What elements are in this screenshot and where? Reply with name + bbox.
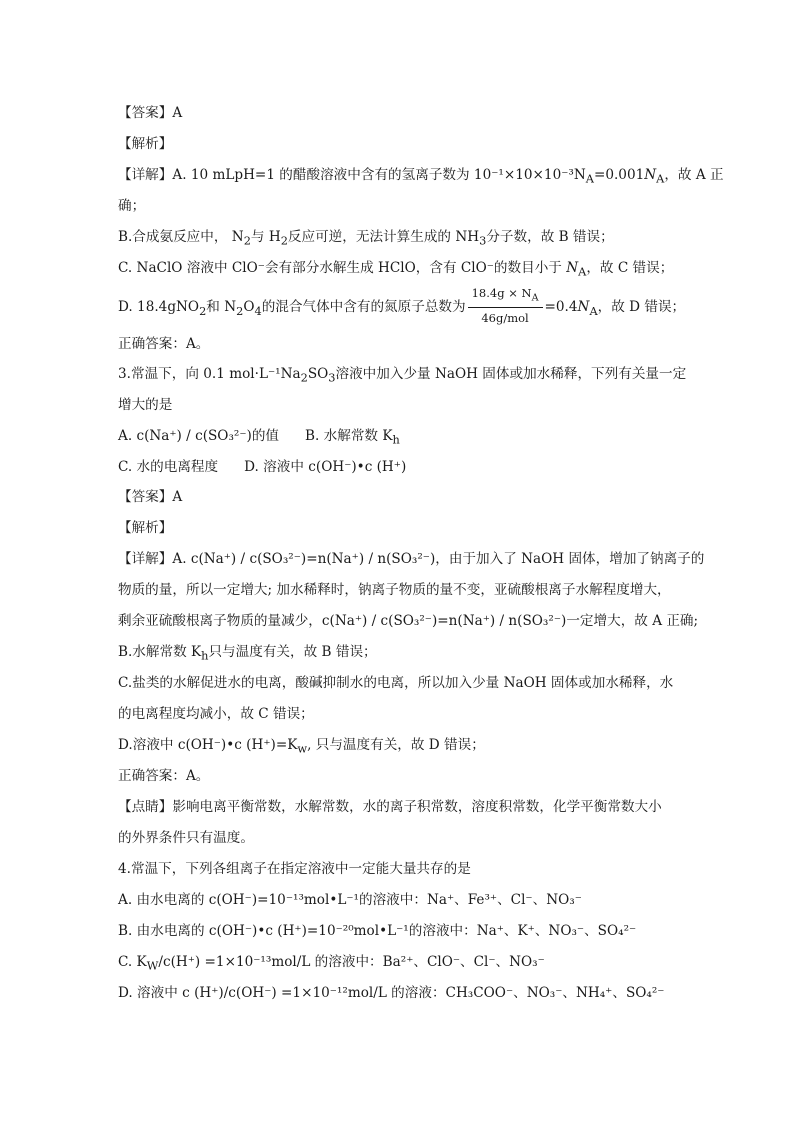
option-c-analysis: C. NaClO 溶液中 ClO⁻会有部分水解生成 HClO，含有 ClO⁻的数目小于 $N_A$，故 C 错误； bbox=[118, 260, 674, 279]
detail-line-1: 【详解】A. c(Na⁺) / c(SO₃²⁻)=n(Na⁺) / n(SO₃²⁻)，由于加入了 NaOH 固体，增加了钠离子的 bbox=[118, 551, 705, 567]
detail-a-continuation: 确； bbox=[118, 198, 146, 214]
tip-line-2: 的外界条件只有温度。 bbox=[118, 830, 254, 846]
option-b-analysis: B.合成氨反应中， $N_2$与 $H_2$反应可逆，无法计算生成的 $NH_3$分子数，故 B 错误； bbox=[118, 229, 614, 248]
question-3-options-ab bbox=[118, 426, 400, 450]
option-d-analysis: D. 18.4gNO$_2$和 $N_2O_4$的混合气体中含有的氮原子总数为 $\frac{18.4g \times N_A}{\text{46g/mol}}$ $=0.4N_A$，故 D 错误； bbox=[118, 286, 686, 326]
answer-label-q3: 【答案】A bbox=[118, 489, 183, 505]
analysis-label-q3: 【解析】 bbox=[118, 520, 173, 536]
question-3-stem-cont: 增大的是 bbox=[118, 397, 173, 413]
option-d-analysis-q3: D.溶液中 c(OH⁻)•c $(H^+)=K_w$, 只与温度有关，故 D 错误； bbox=[118, 737, 485, 756]
option-b: B. 水解常数 $K_h$ bbox=[305, 428, 400, 447]
correct-answer-q2: 正确答案：A。 bbox=[118, 336, 210, 352]
option-b-analysis-q3: B.水解常数 $K_h$只与温度有关，故 B 错误； bbox=[118, 644, 377, 663]
detail-line-2: 物质的量，所以一定增大; 加水稀释时，钠离子物质的量不变，亚硫酸根离子水解程度增大， bbox=[118, 582, 671, 598]
detail-line-3: 剩余亚硫酸根离子物质的量减少，c(Na⁺) / c(SO₃²⁻)=n(Na⁺) / n(SO₃²⁻)一定增大，故 A 正确; bbox=[118, 613, 699, 629]
option-c-analysis-q3-cont: 的电离程度均减小，故 C 错误； bbox=[118, 706, 314, 722]
option-c: C. 水的电离程度 bbox=[118, 459, 219, 475]
question-3-stem: 3.常温下，向 0.1 $mol\cdot L^{-1}Na_2SO_3$溶液中加入少量 NaOH 固体或加水稀释，下列有关量一定 bbox=[118, 366, 687, 385]
question-4-option-d: D. 溶液中 c (H⁺)/c(OH⁻) =1×10⁻¹²mol/L 的溶液：CH₃COO⁻、NO₃⁻、NH₄⁺、SO₄²⁻ bbox=[118, 985, 665, 1001]
option-d: D. 溶液中 c(OH⁻)•c (H⁺) bbox=[244, 459, 407, 475]
option-a: A. c(Na⁺) / c(SO₃²⁻)的值 bbox=[118, 428, 280, 444]
correct-answer-q3: 正确答案：A。 bbox=[118, 768, 210, 784]
question-4-option-a: A. 由水电离的 c(OH⁻)=10⁻¹³mol•L⁻¹的溶液中：Na⁺、Fe³⁺、Cl⁻、NO₃⁻ bbox=[118, 892, 582, 908]
analysis-label: 【解析】 bbox=[118, 136, 173, 152]
question-3-options-cd bbox=[118, 457, 406, 477]
question-4-option-b: B. 由水电离的 c(OH⁻)•c (H⁺)=10⁻²⁰mol•L⁻¹的溶液中：Na⁺、K⁺、NO₃⁻、SO₄²⁻ bbox=[118, 923, 637, 939]
nitrogen-fraction: $\frac{18.4g \times N_A}{\text{46g/mol}}$ bbox=[468, 286, 543, 325]
answer-label: 【答案】A bbox=[118, 105, 183, 121]
option-c-analysis-q3: C.盐类的水解促进水的电离，酸碱抑制水的电离，所以加入少量 NaOH 固体或加水稀释，水 bbox=[118, 675, 674, 691]
detail-a-line: 【详解】A. 10 mLpH=1 的醋酸溶液中含有的氢离子数为 $10^{-1}\times 10\times 10^{-3}N_A=0.001N_A$，故 A 正 bbox=[118, 167, 724, 186]
question-4-stem: 4.常温下，下列各组离子在指定溶液中一定能大量共存的是 bbox=[118, 861, 471, 877]
tip-line-1: 【点睛】影响电离平衡常数，水解常数，水的离子积常数，溶度积常数，化学平衡常数大小 bbox=[118, 799, 662, 815]
question-4-option-c: C. $K_W/c(H^+) =1\times 10^{-13}mol/L$ 的溶液中：Ba²⁺、ClO⁻、Cl⁻、NO₃⁻ bbox=[118, 954, 545, 973]
